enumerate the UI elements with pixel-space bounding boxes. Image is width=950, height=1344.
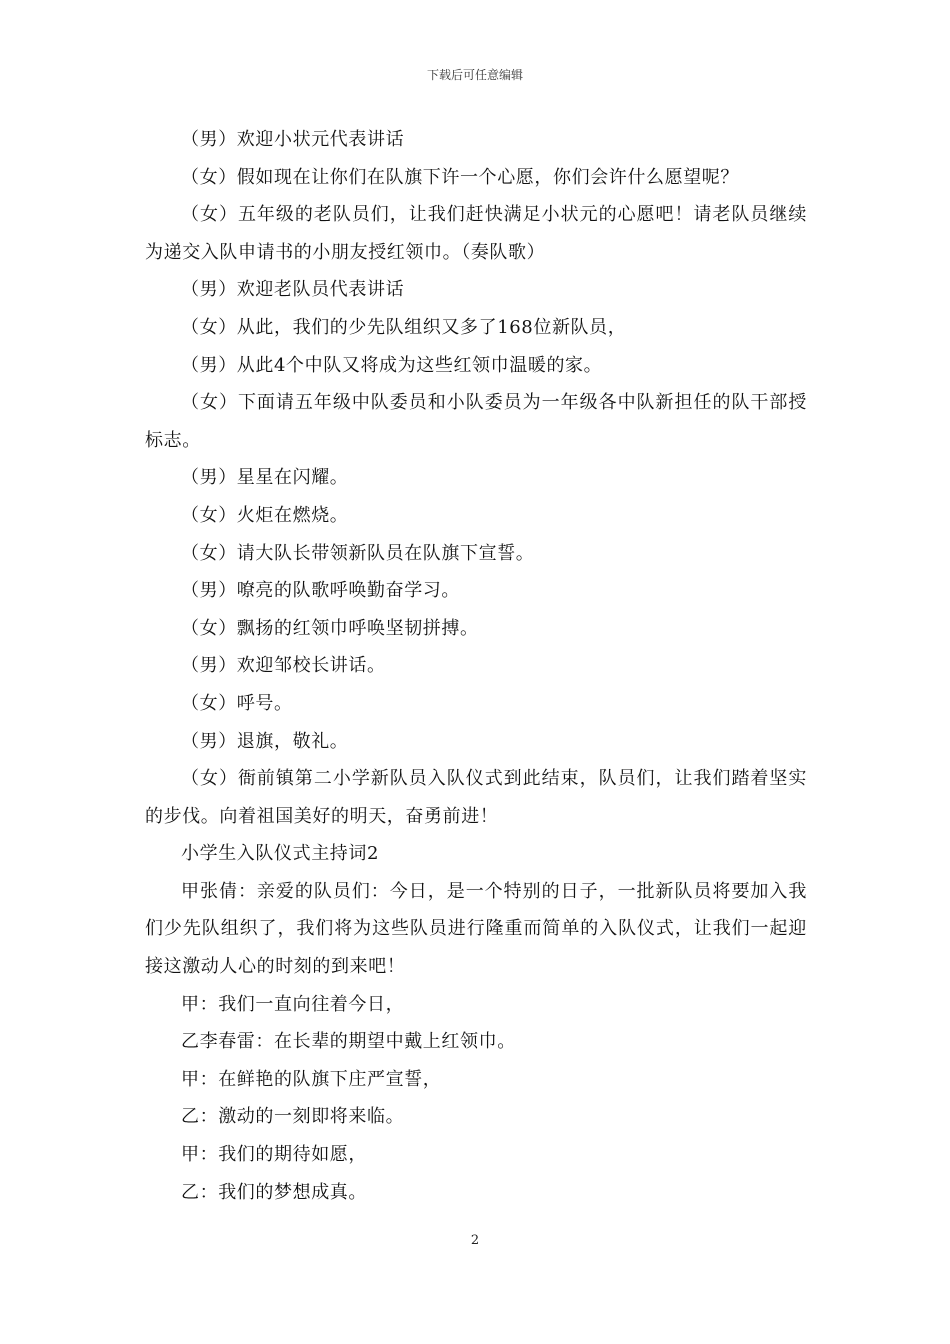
paragraph: 甲：在鲜艳的队旗下庄严宣誓，	[181, 1068, 442, 1090]
paragraph: （女）五年级的老队员们，让我们赶快满足小状元的心愿吧！请老队员继续为递交入队申请书的小朋友授红领巾。（奏队歌）	[145, 204, 807, 263]
document-body	[145, 121, 807, 1211]
paragraph: （女）飘扬的红领巾呼唤坚韧拼搏。	[181, 617, 479, 639]
paragraph: （男）嘹亮的队歌呼唤勤奋学习。	[181, 580, 460, 602]
section-title: 小学生入队仪式主持词2	[181, 843, 380, 865]
paragraph: 乙：激动的一刻即将来临。	[181, 1106, 405, 1128]
paragraph: （男）欢迎老队员代表讲话	[181, 279, 405, 301]
paragraph: （女）从此，我们的少先队组织又多了168位新队员，	[181, 316, 627, 338]
paragraph: 甲：我们的期待如愿，	[181, 1144, 367, 1166]
paragraph: （男）欢迎邹校长讲话。	[181, 655, 386, 677]
paragraph: 乙李春雷：在长辈的期望中戴上红领巾。	[181, 1031, 516, 1053]
paragraph: （男）星星在闪耀。	[181, 467, 349, 489]
paragraph: （男）退旗，敬礼。	[181, 730, 349, 752]
paragraph: （女）呼号。	[181, 692, 293, 714]
page-number: 2	[470, 1233, 480, 1248]
paragraph: （女）火炬在燃烧。	[181, 504, 349, 526]
paragraph: （女）假如现在让你们在队旗下许一个心愿，你们会许什么愿望呢？	[181, 166, 739, 188]
paragraph: （女）衙前镇第二小学新队员入队仪式到此结束，队员们，让我们踏着坚实的步伐。向着祖国美好的明天，奋勇前进！	[145, 768, 807, 827]
paragraph: （女）下面请五年级中队委员和小队委员为一年级各中队新担任的队干部授标志。	[145, 392, 807, 451]
page-header: 下载后可任意编辑	[426, 68, 523, 82]
paragraph: （男）从此4个中队又将成为这些红领巾温暖的家。	[181, 354, 603, 376]
paragraph: 甲：我们一直向往着今日，	[181, 993, 405, 1015]
paragraph: 甲张倩：亲爱的队员们：今日，是一个特别的日子，一批新队员将要加入我们少先队组织了，我们将为这些队员进行隆重而简单的入队仪式，让我们一起迎接这激动人心的时刻的到来吧！	[145, 880, 807, 978]
paragraph: （男）欢迎小状元代表讲话	[181, 129, 405, 150]
paragraph: （女）请大队长带领新队员在队旗下宣誓。	[181, 542, 535, 564]
paragraph: 乙：我们的梦想成真。	[181, 1181, 367, 1203]
